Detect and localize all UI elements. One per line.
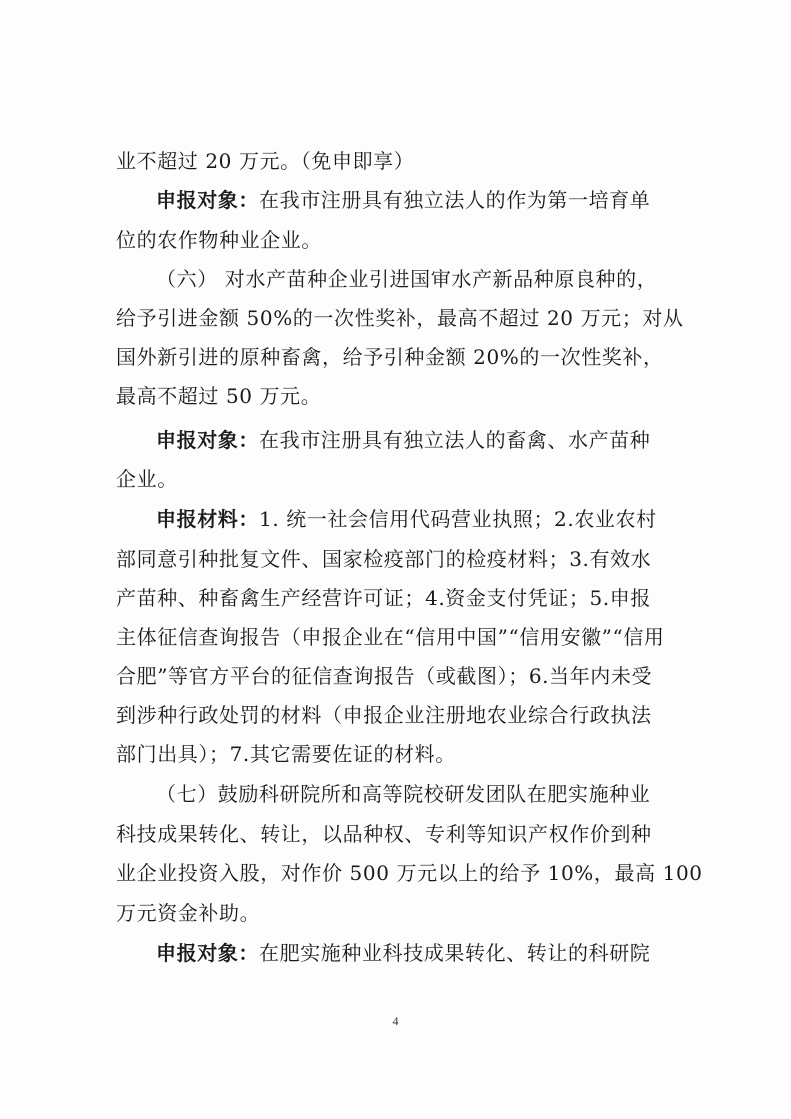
line-text: 在我市注册具有独立法人的作为第一培育单 [259,188,651,212]
text-line [116,623,665,651]
line-text: 位的农作物种业企业。 [116,228,322,252]
line-text: 到涉种行政处罚的材料（申报企业注册地农业综合行政执法 [116,703,652,727]
text-line [156,939,650,967]
text-line [116,701,652,729]
line-text: 业不超过 20 万元。（免申即享） [116,149,415,173]
line-text: 万元资金补助。 [116,901,261,925]
text-line [156,186,650,214]
text-line [116,662,652,690]
text-line [116,545,651,573]
text-line [116,859,703,887]
line-text: 主体征信查询报告（申报企业在“信用中国”“信用安徽”“信用 [116,625,665,649]
line-text: 最高不超过 50 万元。 [116,384,322,408]
line-text: （六） 对水产苗种企业引进国审水产新品种原良种的， [156,267,658,291]
line-text: 给予引进金额 50%的一次性奖补，最高不超过 20 万元；对从 [116,306,684,330]
line-text: 在肥实施种业科技成果转化、转让的科研院 [259,941,651,965]
text-line [116,465,178,493]
text-line [116,584,651,612]
text-line [116,226,322,254]
line-text: （七）鼓励科研院所和高等院校研发团队在肥实施种业 [156,782,651,806]
line-text: 合肥”等官方平台的征信查询报告（或截图）；6.当年内未受 [116,664,653,688]
line-text: 国外新引进的原种畜禽，给予引种金额 20%的一次性奖补， [116,345,664,369]
line-text: 科技成果转化、转让，以品种权、专利等知识产权作价到种 [116,822,652,846]
section-label: 申报对象： [156,941,259,965]
line-text: 业企业投资入股，对作价 500 万元以上的给予 10%，最高 100 [116,861,703,885]
text-line [156,426,650,454]
text-line [156,505,657,533]
line-text: 1. 统一社会信用代码营业执照；2.农业农村 [259,507,657,531]
text-line [156,265,657,293]
line-text: 产苗种、种畜禽生产经营许可证；4.资金支付凭证；5.申报 [116,586,651,610]
line-text: 部门出具）；7.其它需要佐证的材料。 [116,742,456,766]
section-label: 申报对象： [156,188,259,212]
text-line [116,740,456,768]
text-line [116,382,321,410]
line-text: 企业。 [116,467,178,491]
section-label: 申报对象： [156,428,259,452]
text-line [116,147,414,175]
line-text: 在我市注册具有独立法人的畜禽、水产苗种 [259,428,651,452]
text-line [116,343,664,371]
text-line [156,780,650,808]
section-label: 申报材料： [156,507,259,531]
page-number: 4 [392,1014,399,1028]
text-line [116,899,260,927]
line-text: 部同意引种批复文件、国家检疫部门的检疫材料；3.有效水 [116,547,652,571]
text-line [116,820,652,848]
text-line [116,304,684,332]
